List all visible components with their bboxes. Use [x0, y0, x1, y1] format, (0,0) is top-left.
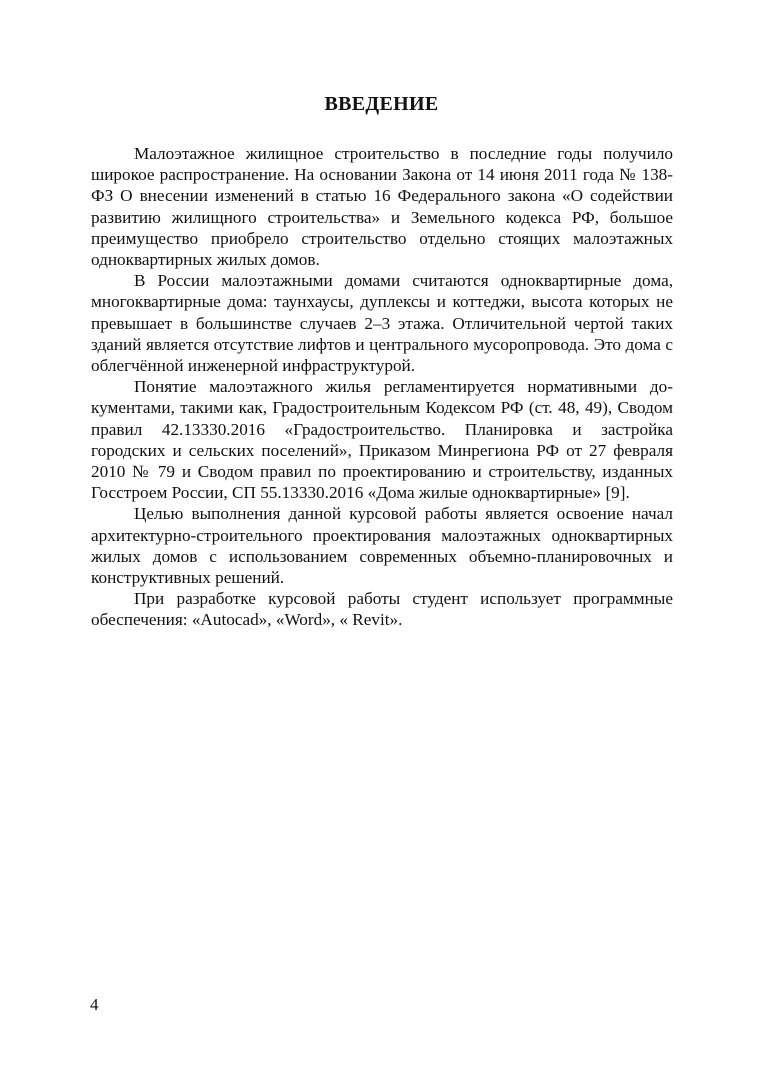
paragraph-intro: Малоэтажное жилищное строительство в последние годы получило широкое распространение. На основании Закона от 14 июня 2011 года № 138-ФЗ О внесении изменений в статью 16 Федерального закона «О содействии развитию жилищного строительства» и Земельного кодекса РФ, большое преимущество приобрело строительство отдельно стоящих малоэтажных одноквартирных жилых домов. [91, 144, 673, 270]
page-title: ВВЕДЕНИЕ [324, 93, 439, 115]
paragraph-definition: В России малоэтажными домами считаются одноквартирные дома, многоквартирные дома: таунхаусы, дуплексы и коттеджи, высота которых не превышает в большинстве случаев 2–3 этажа. Отличительной чертой таких зданий является отсутствие лифтов и центрального мусоропровода. Это дома с облегчённой инженерной инфраструктурой. [91, 271, 673, 376]
paragraph-regulation: Понятие малоэтажного жилья регламентируется нормативными документами, такими как, Градостроительным Кодексом РФ (ст. 48, 49), Сводом правил 42.13330.2016 «Градостроительство. Планировка и застройка городских и сельских поселений», Приказом Минрегиона РФ от 27 февраля 2010 № 79 и Сводом правил по проектированию и строительству, изданных Госстроем России, СП 55.13330.2016 «Дома жилые одноквартирные» [9]. [91, 377, 673, 503]
page-number: 4 [90, 995, 99, 1014]
paragraph-software: При разработке курсовой работы студент использует программные обеспечения: «Autocad», «Word», « Revit». [91, 589, 673, 630]
body-text [91, 143, 673, 631]
paragraph-goal: Целью выполнения данной курсовой работы является освоение начал архитектурно-строительного проектирования малоэтажных одноквартирных жилых домов с использованием современных объемно-планировочных и конструктивных решений. [91, 504, 673, 588]
